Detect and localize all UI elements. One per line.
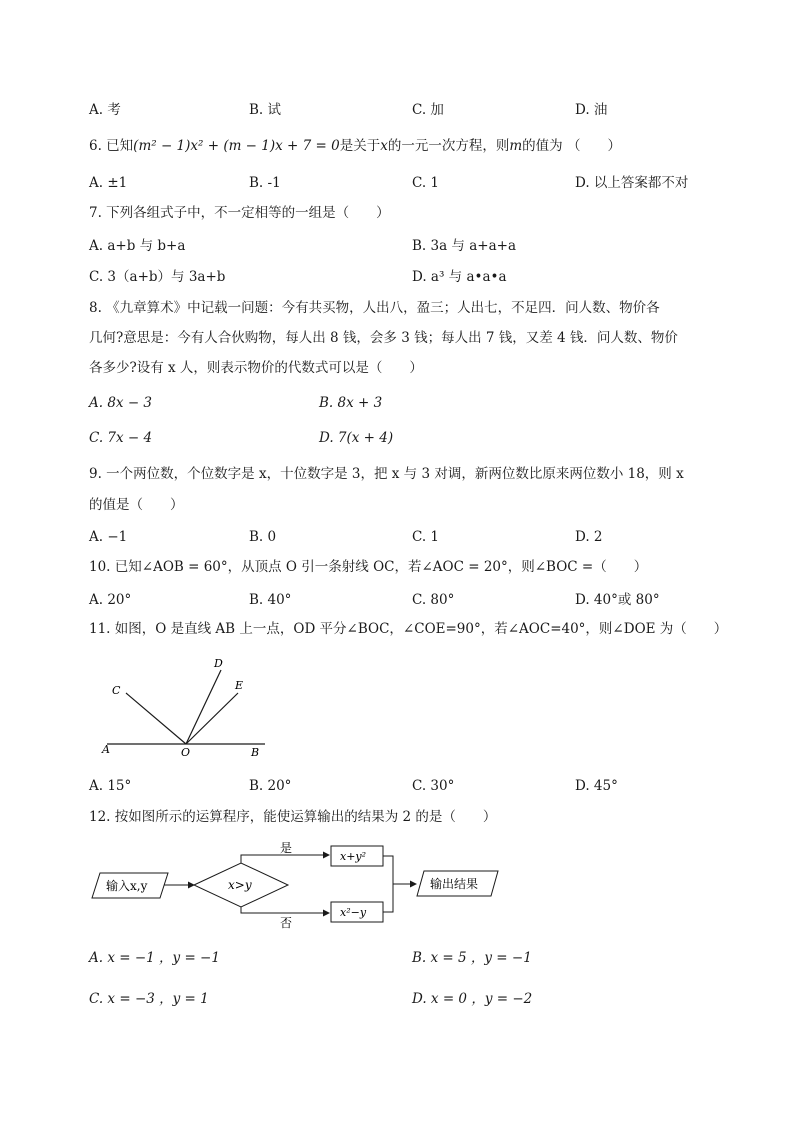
q10-stem: 10. 已知∠AOB = 60°，从顶点 O 引一条射线 OC，若∠AOC = 20°，则∠BOC =（ ） <box>89 559 648 575</box>
q12-option-a: A. x = −1 ，y = −1 <box>89 950 220 966</box>
q8-option-a: A. 8x − 3 <box>89 395 153 411</box>
flow-condition: x>y <box>228 878 252 892</box>
q6-var-m: m <box>509 138 523 154</box>
q5-option-a: A. 考 <box>89 102 121 118</box>
q7-option-d: D. a³ 与 a•a•a <box>412 269 507 285</box>
q12-option-c: C. x = −3 ，y = 1 <box>89 991 209 1007</box>
flow-no-expr: x²−y <box>340 906 367 919</box>
q11-stem: 11. 如图，O 是直线 AB 上一点，OD 平分∠BOC，∠COE=90°，若∠AOC=40°，则∠DOE 为（ ） <box>89 621 728 637</box>
q12-option-d: D. x = 0 ，y = −2 <box>412 991 533 1007</box>
label-c: C <box>112 684 121 697</box>
q9-option-c: C. 1 <box>412 529 440 545</box>
q5-option-c: C. 加 <box>412 102 444 118</box>
q5-option-b: B. 试 <box>249 102 282 118</box>
q9-line-2: 的值是（ ） <box>89 497 184 513</box>
q11-option-c: C. 30° <box>412 778 455 794</box>
flow-yes-label: 是 <box>280 841 293 855</box>
ray-oe <box>186 693 238 744</box>
q8-line-1: 8. 《九章算术》中记载一问题：今有共买物，人出八，盈三；人出七，不足四．问人数、物价各 <box>89 300 660 316</box>
q9-option-b: B. 0 <box>249 529 277 545</box>
q7-option-c: C. 3（a+b）与 3a+b <box>89 269 226 285</box>
q6-mid: 是关于 <box>339 138 381 154</box>
q6-stem <box>89 136 621 156</box>
flow-no-label: 否 <box>280 916 293 930</box>
q6-equation: (m² − 1)x² + (m − 1)x + 7 = 0 <box>133 138 340 154</box>
flow-merge-top <box>383 856 393 912</box>
q8-option-c: C. 7x − 4 <box>89 430 153 446</box>
label-b: B <box>251 746 260 759</box>
q12-option-b: B. x = 5 ，y = −1 <box>412 950 532 966</box>
q11-option-a: A. 15° <box>89 778 132 794</box>
flow-arrow-no <box>241 907 329 913</box>
flow-yes-expr: x+y² <box>340 850 367 863</box>
q12-flowchart <box>88 838 508 934</box>
q6-option-a: A. ±1 <box>89 175 128 191</box>
q12-stem: 12. 按如图所示的运算程序，能使运算输出的结果为 2 的是（ ） <box>89 809 497 825</box>
q6-option-c: C. 1 <box>412 175 440 191</box>
q10-option-c: C. 80° <box>412 592 455 608</box>
flow-arrow-yes <box>241 855 329 863</box>
q5-option-d: D. 油 <box>575 102 608 118</box>
label-o: O <box>181 746 191 759</box>
q6-prefix: 6. 已知 <box>89 138 134 154</box>
q9-option-a: A. −1 <box>89 529 128 545</box>
ray-od <box>186 670 221 744</box>
q10-option-a: A. 20° <box>89 592 132 608</box>
q9-option-d: D. 2 <box>575 529 603 545</box>
q6-var-x: x <box>380 138 388 154</box>
q11-option-d: D. 45° <box>575 778 618 794</box>
flow-input-label: 输入x,y <box>106 879 148 893</box>
label-a: A <box>102 743 110 756</box>
q6-mid2: 的一元一次方程，则 <box>387 138 510 154</box>
q8-option-d: D. 7(x + 4) <box>319 430 394 446</box>
q10-option-d: D. 40°或 80° <box>575 592 660 608</box>
q6-suffix: 的值为 （ ） <box>522 138 621 154</box>
q8-line-2: 几何?意思是：今有人合伙购物，每人出 8 钱，会多 3 钱；每人出 7 钱，又差 4 钱．问人数、物价 <box>89 330 678 346</box>
q10-option-b: B. 40° <box>249 592 292 608</box>
q9-line-1: 9. 一个两位数，个位数字是 x，十位数字是 3，把 x 与 3 对调，新两位数比原来两位数小 18，则 x <box>89 466 684 482</box>
q11-angle-figure <box>95 652 275 760</box>
q7-option-a: A. a+b 与 b+a <box>89 238 186 254</box>
q11-option-b: B. 20° <box>249 778 292 794</box>
ray-oc <box>126 693 186 744</box>
q7-option-b: B. 3a 与 a+a+a <box>412 238 516 254</box>
label-d: D <box>214 657 223 670</box>
q6-option-d: D. 以上答案都不对 <box>575 175 689 191</box>
q6-option-b: B. -1 <box>249 175 281 191</box>
label-e: E <box>235 679 244 692</box>
flow-output-label: 输出结果 <box>430 877 479 891</box>
q7-stem: 7. 下列各组式子中，不一定相等的一组是（ ） <box>89 205 390 221</box>
q8-line-3: 各多少?设有 x 人，则表示物价的代数式可以是（ ） <box>89 360 423 376</box>
q8-option-b: B. 8x + 3 <box>319 395 383 411</box>
